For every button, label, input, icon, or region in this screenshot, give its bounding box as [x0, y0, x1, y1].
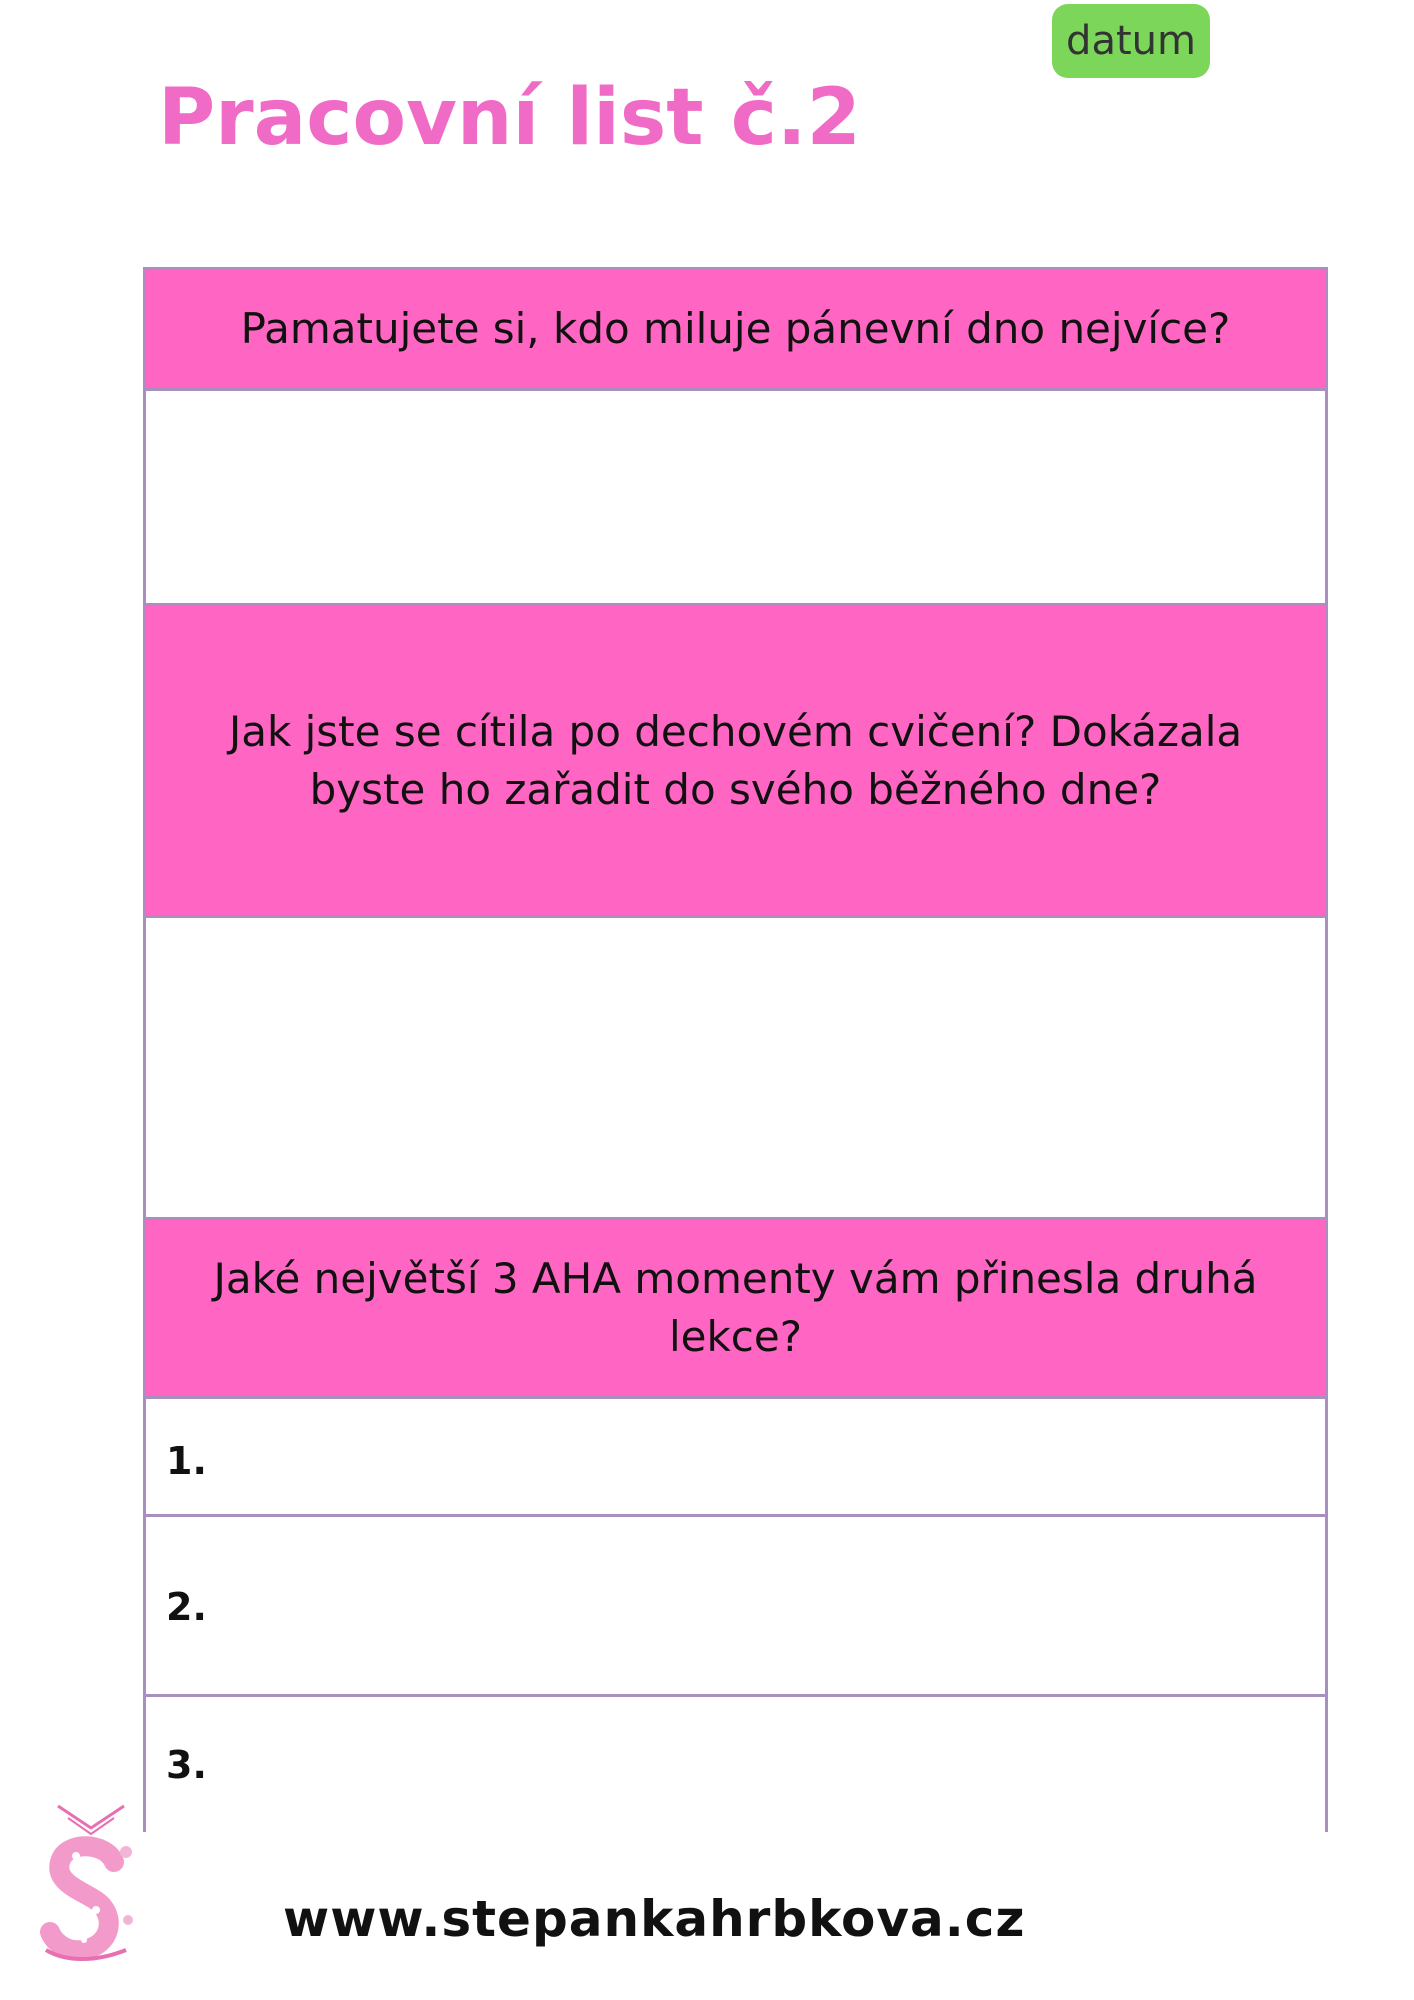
item-number: 2. [166, 1585, 207, 1629]
date-badge [1052, 4, 1210, 78]
page-title: Pracovní list č.2 [158, 73, 861, 163]
question-3 [146, 1217, 1325, 1396]
question-1-text: Pamatujete si, kdo miluje pánevní dno nejvíce? [240, 304, 1231, 353]
answer-3-item-1[interactable] [146, 1396, 1325, 1514]
worksheet-table [143, 267, 1328, 1832]
answer-3-item-3[interactable] [146, 1694, 1325, 1832]
answer-1-field[interactable] [146, 388, 1325, 603]
website-url[interactable]: www.stepankahrbkova.cz [283, 1890, 1026, 1948]
question-2 [146, 603, 1325, 915]
answer-3-item-2[interactable] [146, 1514, 1325, 1694]
question-1 [146, 270, 1325, 388]
item-number: 3. [166, 1743, 207, 1787]
answer-2-field[interactable] [146, 915, 1325, 1217]
question-3-text: Jaké největší 3 AHA momenty vám přinesla druhá lekce? [213, 1254, 1258, 1361]
date-label: datum [1066, 18, 1196, 64]
item-number: 1. [166, 1439, 207, 1483]
question-2-text: Jak jste se cítila po dechovém cvičení? Dokázala byste ho zařadit do svého běžného dne? [228, 706, 1243, 814]
brand-logo-icon [36, 1800, 146, 1970]
